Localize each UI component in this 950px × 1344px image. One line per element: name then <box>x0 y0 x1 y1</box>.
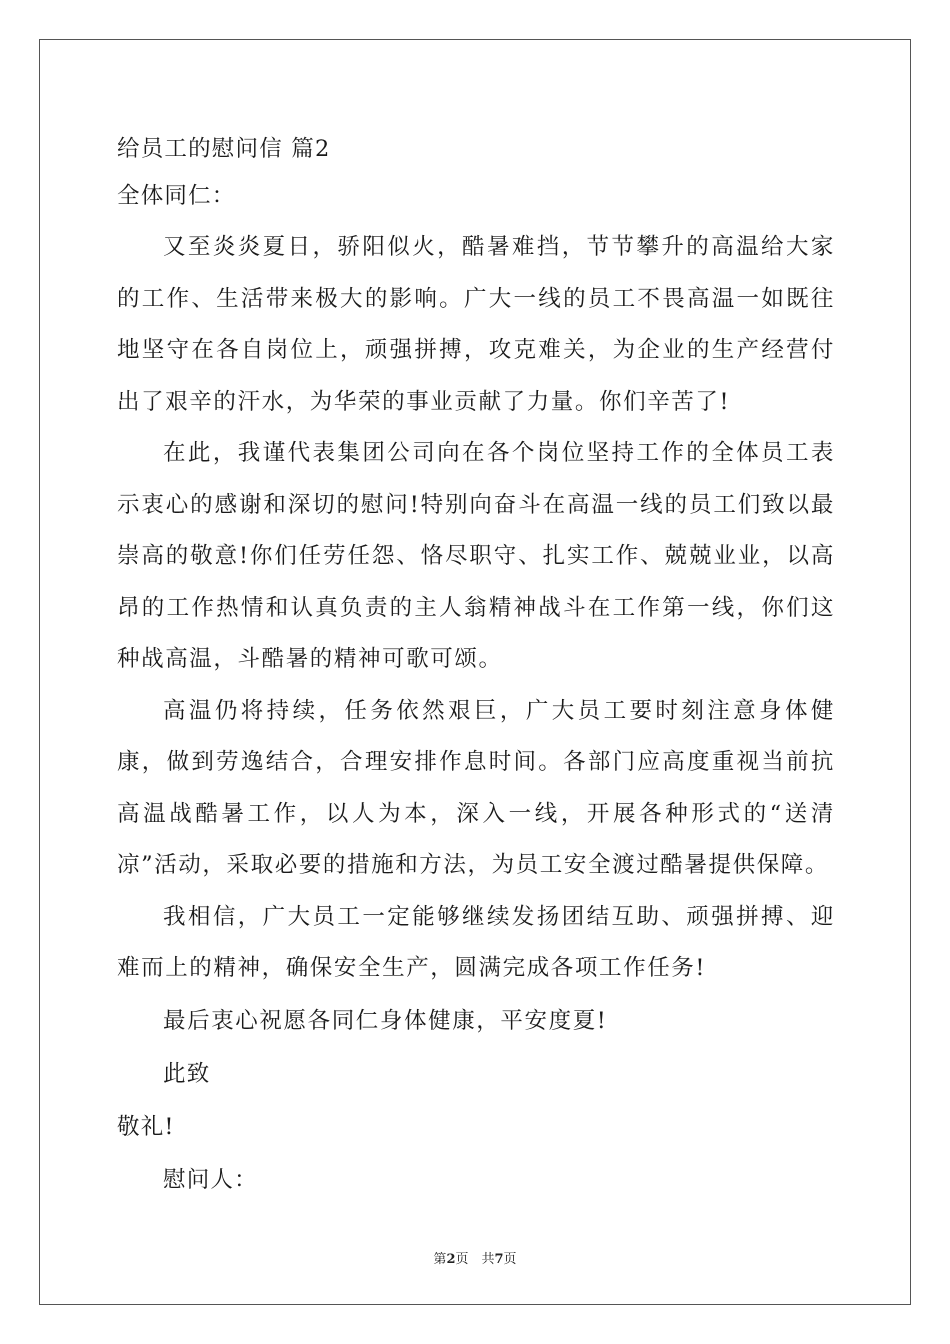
paragraph-3: 高温仍将持续，任务依然艰巨，广大员工要时刻注意身体健康，做到劳逸结合，合理安排作息时间。各部门应高度重视当前抗高温战酷暑工作，以人为本，深入一线，开展各种形式的“送清凉”活动，采取必要的措施和方法，为员工安全渡过酷暑提供保障。 <box>117 697 835 878</box>
letter-body <box>117 130 835 1207</box>
paragraph-1: 又至炎炎夏日，骄阳似火，酷暑难挡，节节攀升的高温给大家的工作、生活带来极大的影响。广大一线的员工不畏高温一如既往地坚守在各自岗位上，顽强拼搏，攻克难关，为企业的生产经营付出了艰辛的汗水，为华荣的事业贡献了力量。你们辛苦了! <box>117 234 835 415</box>
page-suffix: 页 <box>503 1252 517 1267</box>
paragraph-2: 在此，我谨代表集团公司向在各个岗位坚持工作的全体员工表示衷心的感谢和深切的慰问!特别向奋斗在高温一线的员工们致以最崇高的敬意!你们任劳任怨、恪尽职守、扎实工作、兢兢业业，以高昂的工作热情和认真负责的主人翁精神战斗在工作第一线，你们这种战高温，斗酷暑的精神可歌可颂。 <box>117 440 835 672</box>
closing-regards: 此致 <box>163 1060 211 1087</box>
closing-salute: 敬礼! <box>117 1113 175 1140</box>
page-prefix: 第 <box>433 1252 447 1267</box>
page-number <box>0 1248 950 1267</box>
paragraph-4: 我相信，广大员工一定能够继续发扬团结互助、顽强拼搏、迎难而上的精神，确保安全生产，圆满完成各项工作任务! <box>117 903 835 981</box>
signature-line: 慰问人： <box>163 1166 258 1193</box>
salutation: 全体同仁： <box>117 183 236 209</box>
document-title: 给员工的慰问信 篇2 <box>117 136 331 162</box>
total-pages: 7 <box>494 1252 504 1267</box>
paragraph-5: 最后衷心祝愿各同仁身体健康，平安度夏! <box>163 1007 608 1034</box>
current-page: 2 <box>446 1252 456 1267</box>
page-mid: 页 共 <box>455 1252 495 1267</box>
